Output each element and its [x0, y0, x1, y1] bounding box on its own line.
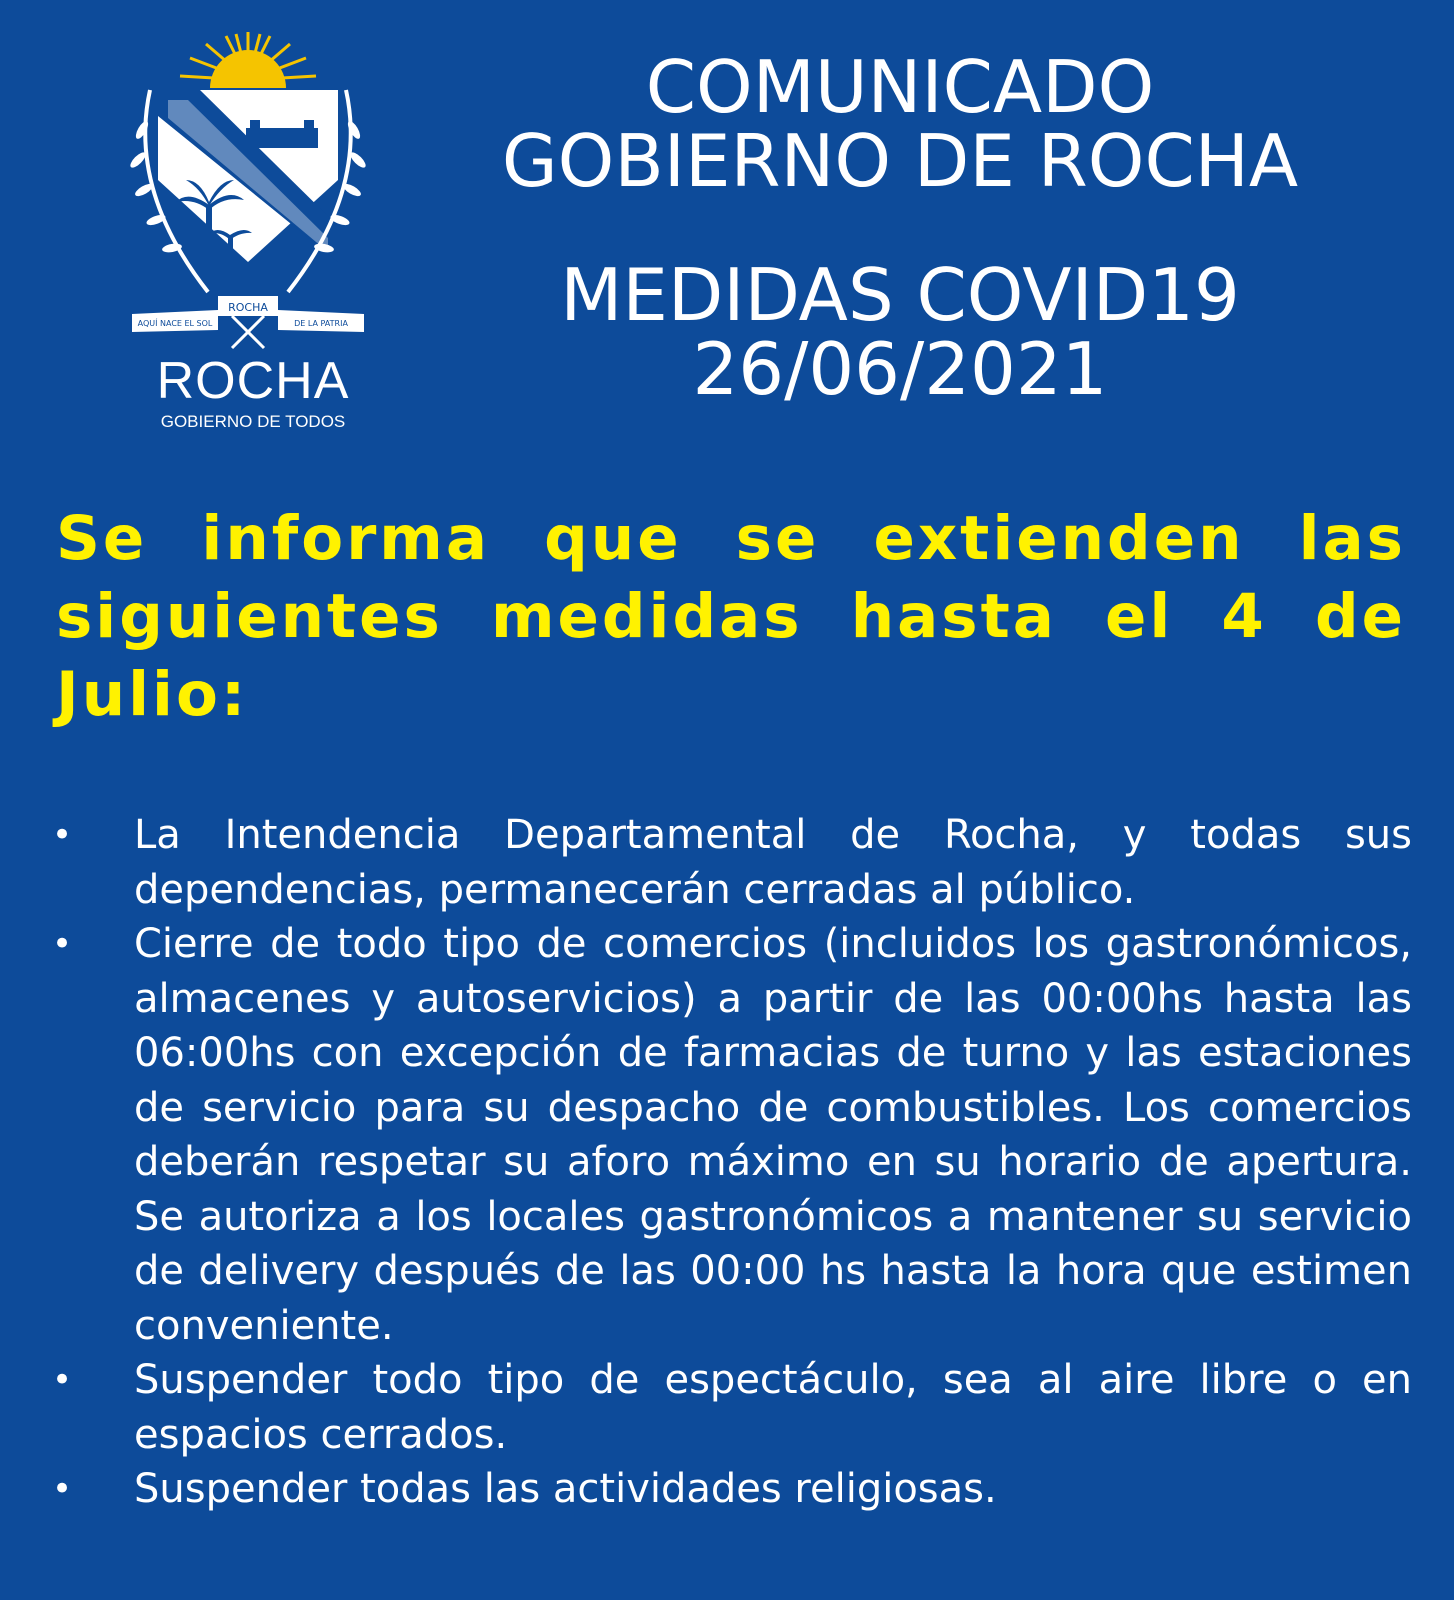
list-item: [52, 917, 1412, 1353]
logo-name: ROCHA: [156, 352, 350, 410]
page-subtitle: [400, 253, 1400, 411]
list-item: [52, 1462, 1412, 1517]
bullet-icon: •: [52, 1360, 73, 1400]
list-item: [52, 808, 1412, 917]
measure-text: Cierre de todo tipo de comercios (incluidos los gastronómicos, almacenes y autoservicios) a partir de las 00:00hs hasta las 06:00hs con excepción de farmacias de turno y las estaciones de servicio para su despacho de combustibles. Los comercios deberán respetar su aforo máximo en su horario de apertura. Se autoriza a los locales gastronómicos a mantener su servicio de delivery después de las 00:00 hs hasta la hora que estimen conveniente.: [134, 921, 1412, 1349]
title-line-2: GOBIERNO DE ROCHA: [501, 119, 1299, 203]
bullet-icon: •: [52, 815, 73, 855]
measure-text: Suspender todo tipo de espectáculo, sea al aire libre o en espacios cerrados.: [134, 1357, 1412, 1458]
rocha-logo: [128, 30, 368, 430]
measures-list: [52, 808, 1412, 1517]
subtitle-date: 26/06/2021: [692, 327, 1108, 411]
bullet-icon: •: [52, 924, 73, 964]
measure-text: La Intendencia Departamental de Rocha, y todas sus dependencias, permanecerán cerradas al público.: [134, 812, 1412, 913]
emblem-motto-left: AQUÍ NACE EL SOL: [137, 319, 213, 328]
intro-text: Se informa que se extienden las siguientes medidas hasta el 4 de Julio:: [56, 503, 1406, 730]
emblem-band-text: ROCHA: [228, 301, 268, 314]
bullet-icon: •: [52, 1469, 73, 1509]
logo-tagline: GOBIERNO DE TODOS: [160, 412, 346, 431]
measure-text: Suspender todas las actividades religiosas.: [134, 1466, 997, 1512]
rocha-coat-of-arms-icon: [128, 30, 368, 350]
header: [400, 45, 1400, 411]
subtitle-line-1: MEDIDAS COVID19: [560, 253, 1240, 337]
emblem-motto-right: DE LA PATRIA: [294, 319, 348, 328]
title-line-1: COMUNICADO: [645, 45, 1155, 129]
list-item: [52, 1353, 1412, 1462]
page-title: [400, 45, 1400, 203]
